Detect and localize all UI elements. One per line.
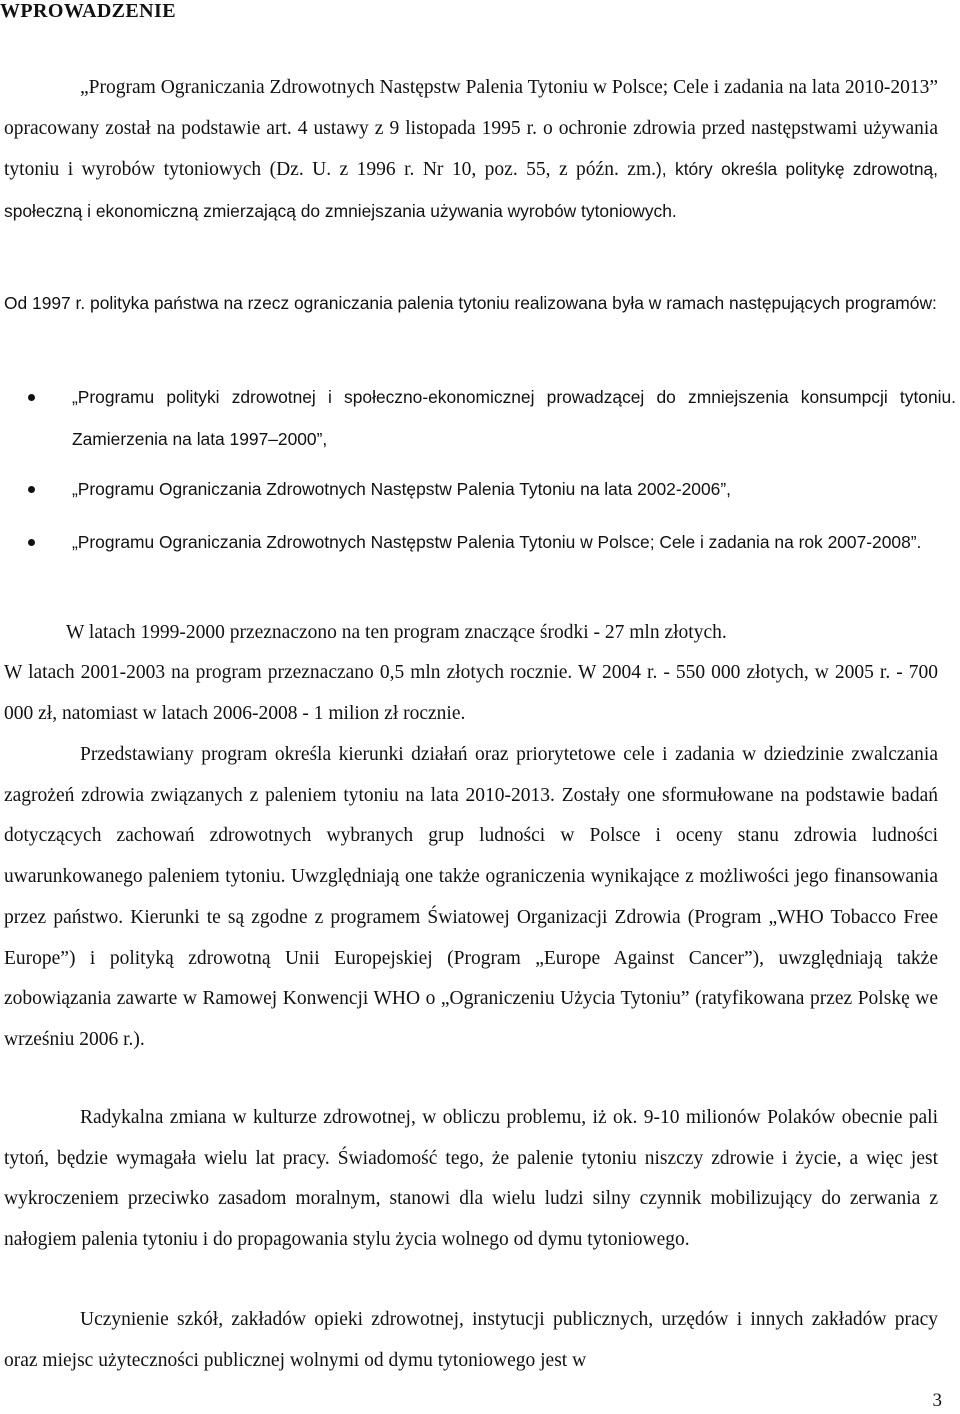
smoke-free-paragraph: Uczynienie szkół, zakładów opieki zdrowotnej, instytucji publicznych, urzędów i innych zakładów pracy oraz miejsc użyteczności publicznej wolnymi od dymu tytoniowego jest w xyxy=(4,1309,938,1371)
list-item xyxy=(72,522,956,564)
intro-text-sans: ), który określa politykę zdrowotną, społeczną i ekonomiczną zmierzającą do zmniejszania używania wyrobów tytoniowych. xyxy=(4,159,938,222)
program-name: „Programu Ograniczania Zdrowotnych Następstw Palenia Tytoniu w Polsce; Cele i zadania na rok 2007-2008”. xyxy=(72,532,922,552)
funding-paragraph-2: W latach 2001-2003 na program przeznaczano 0,5 mln złotych rocznie. W 2004 r. - 550 000 złotych, w 2005 r. - 700 000 zł, natomiast w latach 2006-2008 - 1 milion zł rocznie. xyxy=(4,662,938,724)
cultural-change-paragraph: Radykalna zmiana w kulturze zdrowotnej, w obliczu problemu, iż ok. 9-10 milionów Polaków obecnie pali tytoń, będzie wymagała wielu lat pracy. Świadomość tego, że palenie tytoniu niszczy zdrowie i życie, a więc jest wykroczeniem przeciwko zasadom moralnym, stanowi dla wielu ludzi silny czynnik mobilizujący do zerwania z nałogiem palenia tytoniu i do propagowania stylu życia wolnego od dymu tytoniowego. xyxy=(4,1107,938,1251)
program-note: Zamierzenia na lata 1997–2000”, xyxy=(72,428,328,449)
bullet-icon xyxy=(28,394,35,401)
bullet-icon xyxy=(28,486,35,493)
funding-paragraph-1: W latach 1999-2000 przeznaczono na ten program znaczące środki - 27 mln złotych. xyxy=(66,622,727,643)
intro-text-serif: „Program Ograniczania Zdrowotnych Następstw Palenia Tytoniu w Polsce; Cele i zadania na lata 2010-2013” opracowany został na podstawie art. 4 ustawy z 9 listopada 1995 r. o ochronie zdrowia przed następstwami używania tytoniu i wyrobów tytoniowych (Dz. U. z 1996 r. Nr 10, poz. 55, z późn. zm. xyxy=(4,77,938,181)
programs-intro-paragraph: Od 1997 r. polityka państwa na rzecz ograniczania palenia tytoniu realizowana była w ramach następujących programów: xyxy=(4,293,937,313)
section-heading: WPROWADZENIE xyxy=(0,0,176,22)
program-name: „Programu Ograniczania Zdrowotnych Następstw Palenia Tytoniu na lata 2002-2006”, xyxy=(72,479,731,499)
list-item xyxy=(72,377,956,460)
program-name: „Programu polityki zdrowotnej i społeczno-ekonomicznej prowadzącej do zmniejszenia konsumpcji tytoniu. xyxy=(72,387,956,407)
intro-paragraph xyxy=(4,68,938,233)
list-item xyxy=(72,469,956,511)
bullet-icon xyxy=(28,539,35,546)
page-number: 3 xyxy=(932,1390,942,1411)
program-description-paragraph: Przedstawiany program określa kierunki działań oraz priorytetowe cele i zadania w dziedzinie zwalczania zagrożeń zdrowia związanych z paleniem tytoniu na lata 2010-2013. Zostały one sformułowane na podstawie badań dotyczących zachowań zdrowotnych wybranych grup ludności w Polsce i oceny stanu zdrowia ludności uwarunkowanego paleniem tytoniu. Uwzględniają one także ograniczenia wynikające z możliwości jego finansowania przez państwo. Kierunki te są zgodne z programem Światowej Organizacji Zdrowia (Program „WHO Tobacco Free Europe”) i polityką zdrowotną Unii Europejskiej (Program „Europe Against Cancer”), uwzględniają także zobowiązania zawarte w Ramowej Konwencji WHO o „Ograniczeniu Użycia Tytoniu” (ratyfikowana przez Polskę we wrześniu 2006 r.). xyxy=(4,744,938,1050)
